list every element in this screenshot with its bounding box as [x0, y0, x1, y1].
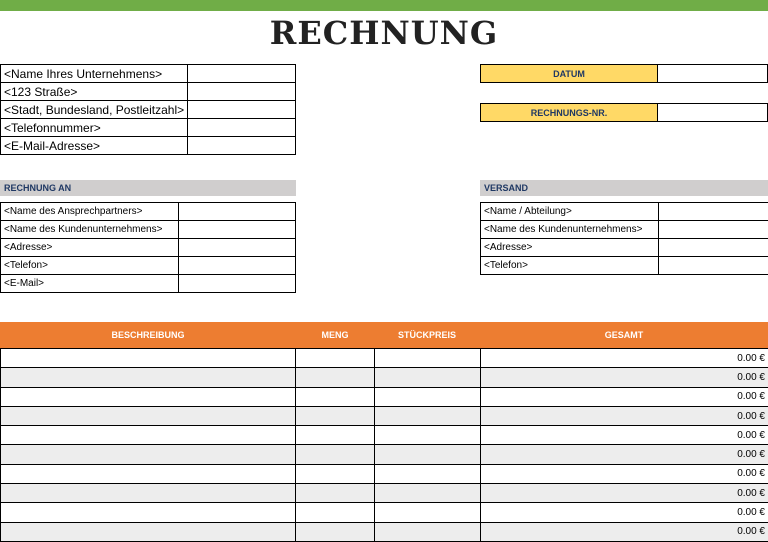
- table-row: [1, 503, 768, 522]
- company-row: [1, 137, 296, 155]
- bill-to-value-cell[interactable]: [179, 257, 296, 275]
- shipping-department-cell[interactable]: <Name / Abteilung>: [481, 203, 659, 221]
- quantity-column-header: MENG: [296, 322, 374, 348]
- company-value-cell[interactable]: [188, 137, 296, 155]
- total-cell: 0.00 €: [481, 522, 768, 541]
- invoice-number-label: RECHNUNGS-NR.: [480, 103, 658, 122]
- company-row: [1, 101, 296, 119]
- shipping-value-cell[interactable]: [659, 203, 768, 221]
- unit-price-cell[interactable]: [375, 368, 481, 387]
- bill-to-value-cell[interactable]: [179, 239, 296, 257]
- quantity-cell[interactable]: [296, 484, 375, 503]
- bill-to-value-cell[interactable]: [179, 203, 296, 221]
- unit-price-cell[interactable]: [375, 522, 481, 541]
- description-cell[interactable]: [1, 445, 296, 464]
- table-row: [1, 426, 768, 445]
- unit-price-cell[interactable]: [375, 426, 481, 445]
- description-cell[interactable]: [1, 368, 296, 387]
- unit-price-cell[interactable]: [375, 406, 481, 425]
- company-phone-cell[interactable]: <Telefonnummer>: [1, 119, 188, 137]
- total-cell: 0.00 €: [481, 426, 768, 445]
- total-cell: 0.00 €: [481, 503, 768, 522]
- shipping-value-cell[interactable]: [659, 257, 768, 275]
- company-city-cell[interactable]: <Stadt, Bundesland, Postleitzahl>: [1, 101, 188, 119]
- bill-to-company-cell[interactable]: <Name des Kundenunternehmens>: [1, 221, 179, 239]
- date-label: DATUM: [480, 64, 658, 83]
- table-row: [1, 484, 768, 503]
- bill-to-heading: RECHNUNG AN: [0, 180, 296, 196]
- shipping-row: [481, 203, 768, 221]
- company-value-cell[interactable]: [188, 119, 296, 137]
- total-cell: 0.00 €: [481, 387, 768, 406]
- bill-to-address-cell[interactable]: <Adresse>: [1, 239, 179, 257]
- total-column-header: GESAMT: [480, 322, 768, 348]
- bill-to-phone-cell[interactable]: <Telefon>: [1, 257, 179, 275]
- description-cell[interactable]: [1, 349, 296, 368]
- company-street-cell[interactable]: <123 Straße>: [1, 83, 188, 101]
- bill-to-row: [1, 275, 296, 293]
- company-info-table: [0, 64, 296, 155]
- description-cell[interactable]: [1, 464, 296, 483]
- top-accent-bar: [0, 0, 768, 11]
- bill-to-value-cell[interactable]: [179, 275, 296, 293]
- description-cell[interactable]: [1, 503, 296, 522]
- table-row: [1, 349, 768, 368]
- table-row: [1, 406, 768, 425]
- description-cell[interactable]: [1, 387, 296, 406]
- shipping-value-cell[interactable]: [659, 221, 768, 239]
- total-cell: 0.00 €: [481, 349, 768, 368]
- quantity-cell[interactable]: [296, 368, 375, 387]
- description-cell[interactable]: [1, 484, 296, 503]
- quantity-cell[interactable]: [296, 426, 375, 445]
- quantity-cell[interactable]: [296, 387, 375, 406]
- company-email-cell[interactable]: <E-Mail-Adresse>: [1, 137, 188, 155]
- table-row: [1, 445, 768, 464]
- bill-to-table: [0, 202, 296, 293]
- quantity-cell[interactable]: [296, 503, 375, 522]
- description-column-header: BESCHREIBUNG: [0, 322, 296, 348]
- line-items-table: [0, 348, 768, 542]
- total-cell: 0.00 €: [481, 368, 768, 387]
- table-row: [1, 464, 768, 483]
- company-value-cell[interactable]: [188, 101, 296, 119]
- unit-price-cell[interactable]: [375, 503, 481, 522]
- invoice-title: RECHNUNG: [0, 14, 768, 52]
- quantity-cell[interactable]: [296, 349, 375, 368]
- company-row: [1, 119, 296, 137]
- shipping-value-cell[interactable]: [659, 239, 768, 257]
- shipping-company-cell[interactable]: <Name des Kundenunternehmens>: [481, 221, 659, 239]
- date-value-field[interactable]: [658, 64, 768, 83]
- bill-to-row: [1, 239, 296, 257]
- shipping-address-cell[interactable]: <Adresse>: [481, 239, 659, 257]
- shipping-phone-cell[interactable]: <Telefon>: [481, 257, 659, 275]
- shipping-heading: VERSAND: [480, 180, 768, 196]
- description-cell[interactable]: [1, 522, 296, 541]
- bill-to-row: [1, 221, 296, 239]
- unit-price-cell[interactable]: [375, 387, 481, 406]
- table-row: [1, 368, 768, 387]
- unit-price-cell[interactable]: [375, 484, 481, 503]
- unit-price-cell[interactable]: [375, 445, 481, 464]
- company-value-cell[interactable]: [188, 83, 296, 101]
- invoice-number-value-field[interactable]: [658, 103, 768, 122]
- bill-to-row: [1, 257, 296, 275]
- shipping-row: [481, 257, 768, 275]
- description-cell[interactable]: [1, 426, 296, 445]
- unit-price-cell[interactable]: [375, 349, 481, 368]
- bill-to-contact-cell[interactable]: <Name des Ansprechpartners>: [1, 203, 179, 221]
- bill-to-row: [1, 203, 296, 221]
- company-row: [1, 83, 296, 101]
- total-cell: 0.00 €: [481, 464, 768, 483]
- bill-to-email-cell[interactable]: <E-Mail>: [1, 275, 179, 293]
- quantity-cell[interactable]: [296, 522, 375, 541]
- bill-to-value-cell[interactable]: [179, 221, 296, 239]
- items-header-bar: [0, 322, 768, 348]
- quantity-cell[interactable]: [296, 445, 375, 464]
- shipping-row: [481, 239, 768, 257]
- shipping-row: [481, 221, 768, 239]
- company-row: [1, 65, 296, 83]
- unit-price-column-header: STÜCKPREIS: [374, 322, 480, 348]
- unit-price-cell[interactable]: [375, 464, 481, 483]
- total-cell: 0.00 €: [481, 406, 768, 425]
- total-cell: 0.00 €: [481, 445, 768, 464]
- table-row: [1, 522, 768, 541]
- company-name-cell[interactable]: <Name Ihres Unternehmens>: [1, 65, 188, 83]
- description-cell[interactable]: [1, 406, 296, 425]
- total-cell: 0.00 €: [481, 484, 768, 503]
- shipping-table: [480, 202, 768, 275]
- table-row: [1, 387, 768, 406]
- quantity-cell[interactable]: [296, 406, 375, 425]
- quantity-cell[interactable]: [296, 464, 375, 483]
- company-value-cell[interactable]: [188, 65, 296, 83]
